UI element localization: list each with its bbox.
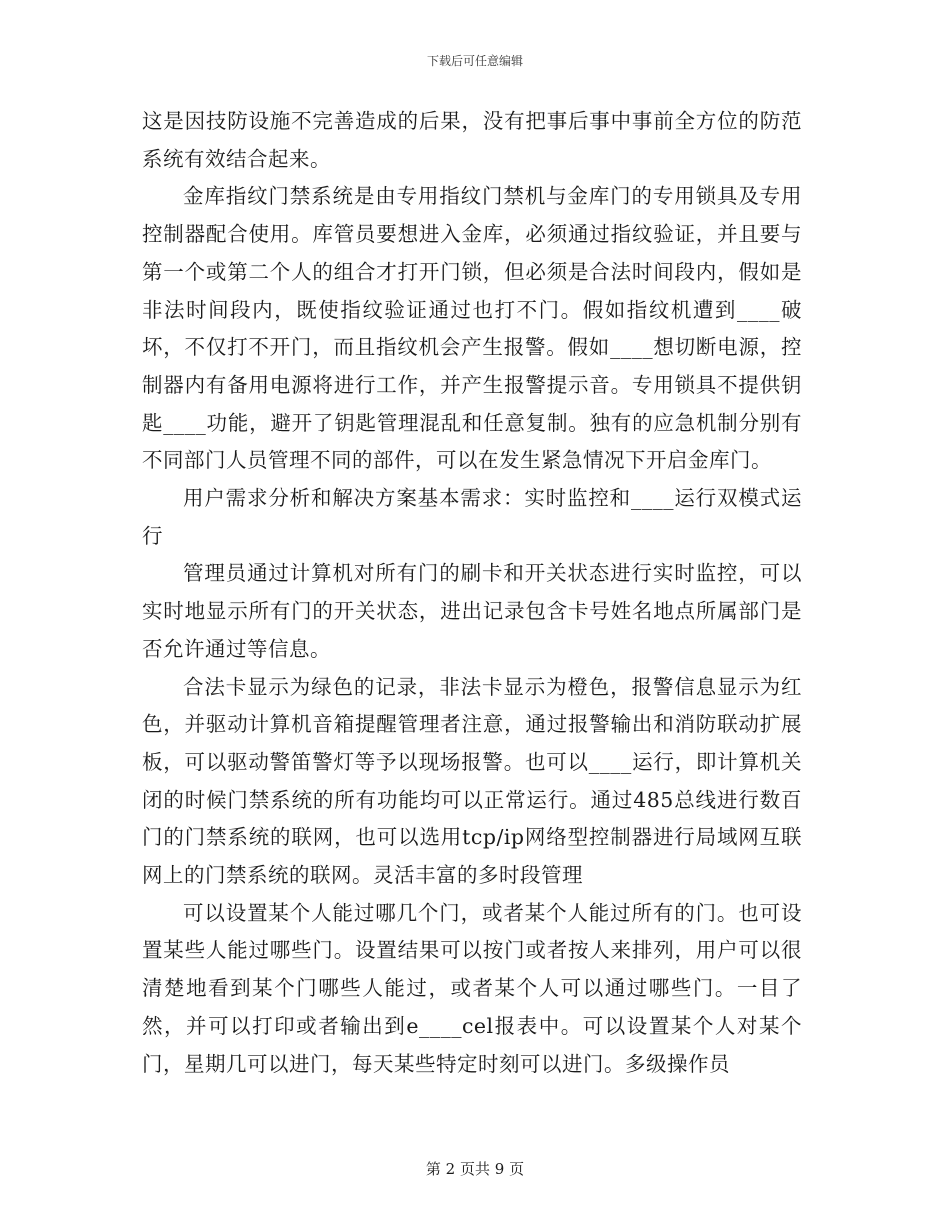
page-number: 第 2 页共 9 页 bbox=[425, 1160, 525, 1178]
document-body bbox=[142, 103, 802, 1083]
paragraph-1: 这是因技防设施不完善造成的后果，没有把事后事中事前全方位的防范系统有效结合起来。 bbox=[142, 109, 802, 171]
paragraph-5: 合法卡显示为绿色的记录，非法卡显示为橙色，报警信息显示为红色，并驱动计算机音箱提醒管理者注意，通过报警输出和消防联动扩展板，可以驱动警笛警灯等予以现场报警。也可以____运行，即计算机关闭的时候门禁系统的所有功能均可以正常运行。通过485总线进行数百门的门禁系统的联网，也可以选用tcp/ip网络型控制器进行局域网互联网上的门禁系统的联网。灵活丰富的多时段管理 bbox=[142, 674, 802, 888]
paragraph-4: 管理员通过计算机对所有门的刷卡和开关状态进行实时监控，可以实时地显示所有门的开关状态，进出记录包含卡号姓名地点所属部门是否允许通过等信息。 bbox=[142, 561, 802, 661]
paragraph-2: 金库指纹门禁系统是由专用指纹门禁机与金库门的专用锁具及专用控制器配合使用。库管员要想进入金库，必须通过指纹验证，并且要与第一个或第二个人的组合才打开门锁，但必须是合法时间段内，假如是非法时间段内，既使指纹验证通过也打不门。假如指纹机遭到____破坏，不仅打不开门，而且指纹机会产生报警。假如____想切断电源，控制器内有备用电源将进行工作，并产生报警提示音。专用锁具不提供钥匙____功能，避开了钥匙管理混乱和任意复制。独有的应急机制分别有不同部门人员管理不同的部件，可以在发生紧急情况下开启金库门。 bbox=[142, 184, 802, 473]
paragraph-3: 用户需求分析和解决方案基本需求：实时监控和____运行双模式运行 bbox=[142, 486, 802, 548]
page-header: 下载后可任意编辑 bbox=[426, 54, 523, 68]
paragraph-6: 可以设置某个人能过哪几个门，或者某个人能过所有的门。也可设置某些人能过哪些门。设置结果可以按门或者按人来排列，用户可以很清楚地看到某个门哪些人能过，或者某个人可以通过哪些门。一目了然，并可以打印或者输出到e____cel报表中。可以设置某个人对某个门，星期几可以进门，每天某些特定时刻可以进门。多级操作员 bbox=[142, 900, 802, 1076]
